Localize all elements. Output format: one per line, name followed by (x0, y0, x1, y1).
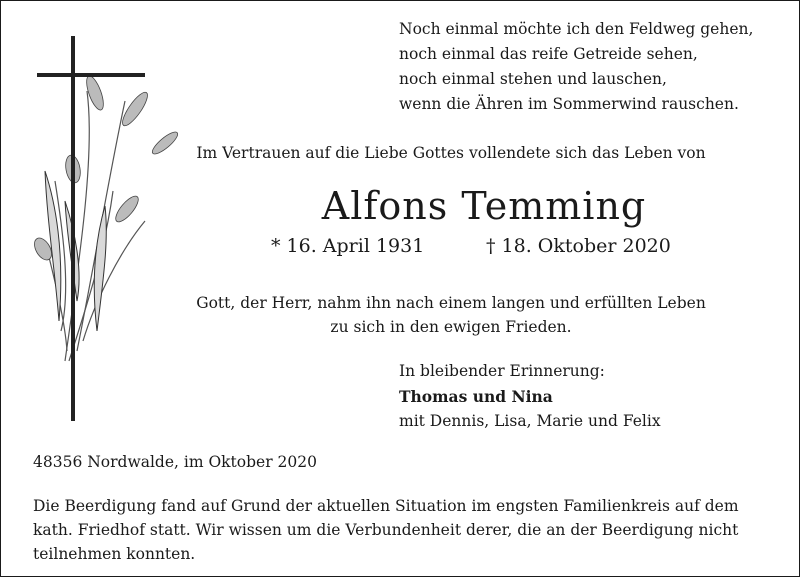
funeral-note (33, 494, 783, 566)
life-dates (271, 235, 731, 257)
place-date: 48356 Nordwalde, im Oktober 2020 (33, 453, 317, 471)
funeral-line: teilnehmen konnten. (33, 545, 196, 563)
deceased-name: Alfons Temming (321, 184, 647, 228)
poem-line: noch einmal das reife Getreide sehen, (399, 45, 698, 63)
cross-with-wheat-ears-icon (25, 31, 195, 431)
memory-heading: In bleibender Erinnerung: (399, 362, 605, 380)
peace-line: Gott, der Herr, nahm ihn nach einem langen und erfüllten Leben (196, 294, 706, 312)
intro-text: Im Vertrauen auf die Liebe Gottes vollendete sich das Leben von (196, 144, 706, 162)
poem-verse (399, 17, 789, 117)
funeral-line: Die Beerdigung fand auf Grund der aktuellen Situation im engsten Familienkreis auf dem (33, 497, 739, 515)
mourners-block (399, 359, 779, 434)
peace-text (1, 291, 800, 339)
mourner-names: Thomas und Nina (399, 387, 553, 406)
poem-line: wenn die Ähren im Sommerwind rauschen. (399, 95, 739, 113)
funeral-line: kath. Friedhof statt. Wir wissen um die Verbundenheit derer, die an der Beerdigung nicht (33, 521, 739, 539)
poem-line: Noch einmal möchte ich den Feldweg gehen, (399, 20, 754, 38)
death-date: † 18. Oktober 2020 (486, 235, 671, 257)
mourner-family: mit Dennis, Lisa, Marie und Felix (399, 412, 661, 430)
birth-date: * 16. April 1931 (271, 235, 425, 257)
peace-line: zu sich in den ewigen Frieden. (330, 318, 572, 336)
poem-line: noch einmal stehen und lauschen, (399, 70, 667, 88)
